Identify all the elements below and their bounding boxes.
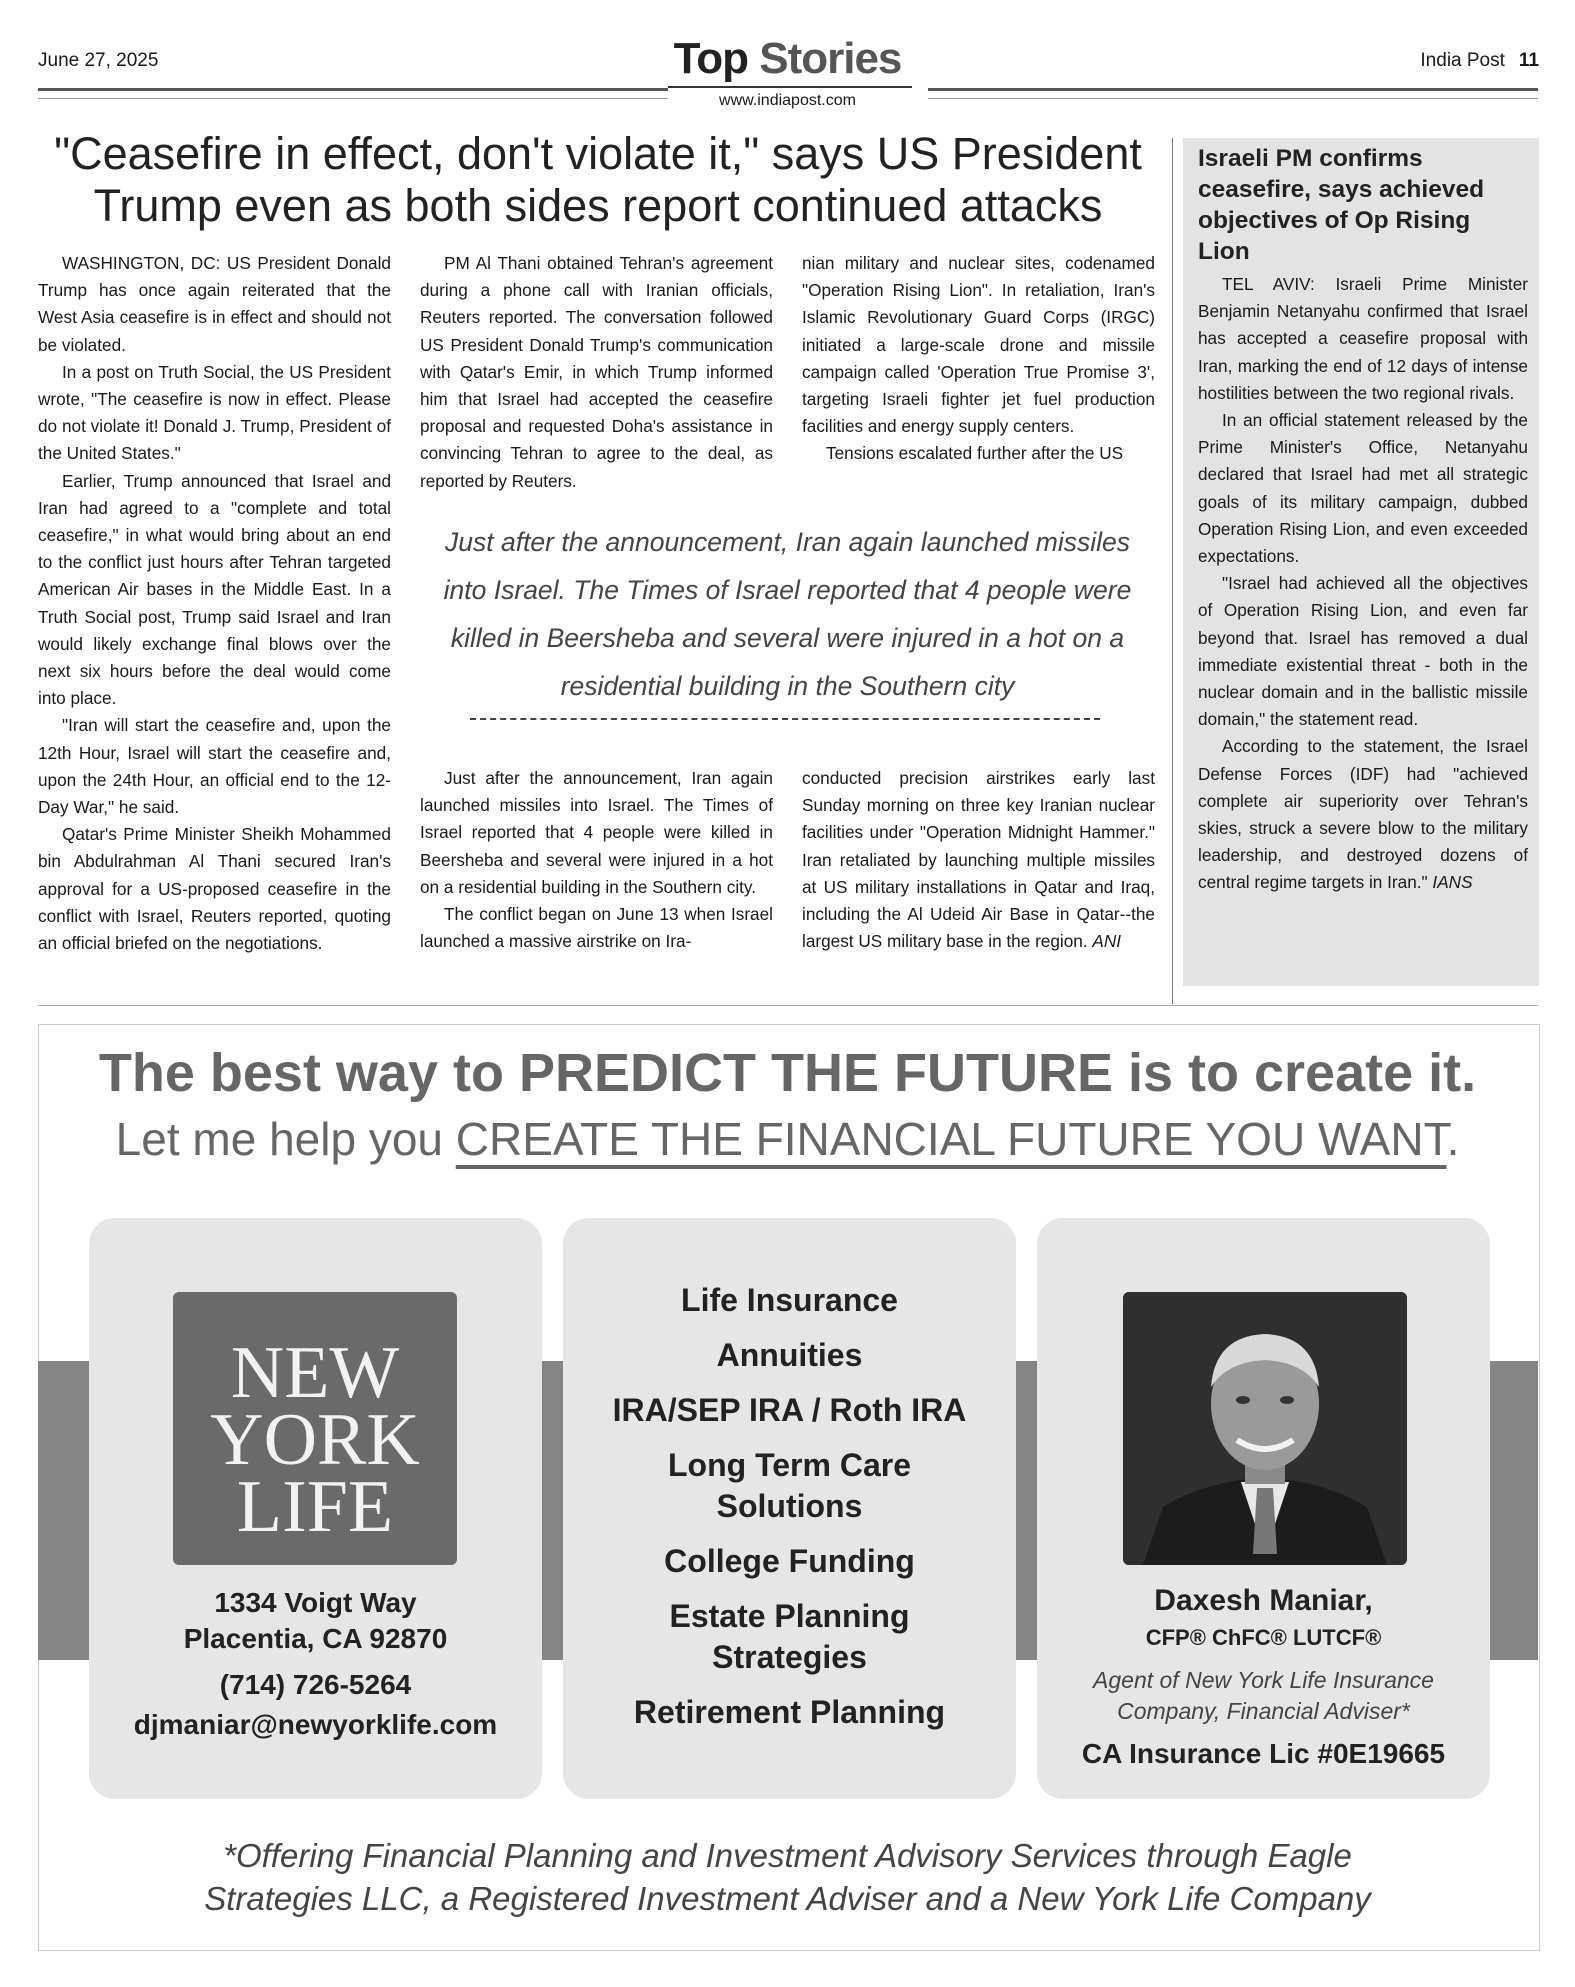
article-paragraph: Qatar's Prime Minister Sheikh Mohammed bin Abdulrahman Al Thani secured Iran's approval for a US-proposed ceasefire in the conflict with Israel, Reuters reported, quoting an official briefed on the negotiations. <box>38 824 391 954</box>
section-logo-stories: Stories <box>759 34 902 83</box>
section-logo <box>0 34 1575 84</box>
ad-subtagline-emphasis: CREATE THE FINANCIAL FUTURE YOU WANT <box>455 1113 1447 1165</box>
article-column-3-bottom <box>802 765 1155 955</box>
pull-quote-divider <box>470 718 1100 720</box>
sidebar-body <box>1198 271 1528 897</box>
main-headline-line2: Trump even as both sides report continued attacks <box>93 180 1103 231</box>
agent-role <box>1037 1665 1490 1727</box>
service-item: Life Insurance <box>681 1282 898 1318</box>
article-paragraph: The conflict began on June 13 when Israel launched a massive airstrike on Ira- <box>420 904 773 952</box>
service-item: College Funding <box>664 1543 915 1579</box>
disclaimer-line: Strategies LLC, a Registered Investment Adviser and a New York Life Company <box>204 1880 1371 1917</box>
ad-subtagline-suffix: . <box>1446 1113 1460 1165</box>
address-line: 1334 Voigt Way <box>214 1587 417 1618</box>
disclaimer-line: *Offering Financial Planning and Investment Advisory Services through Eagle <box>223 1837 1352 1874</box>
main-headline <box>38 128 1158 232</box>
header-rule-left <box>38 88 668 99</box>
site-url[interactable]: www.indiapost.com <box>719 92 856 109</box>
article-column-2-top <box>420 250 773 495</box>
logo-text-line: YORK <box>210 1399 420 1481</box>
agent-credentials: CFP® ChFC® LUTCF® <box>1145 1625 1382 1650</box>
agent-name: Daxesh Maniar, <box>1154 1584 1373 1617</box>
new-york-life-logo <box>173 1292 457 1565</box>
office-address <box>89 1585 542 1657</box>
section-logo-top: Top <box>673 34 748 83</box>
sidebar-text: According to the statement, the Israel Defense Forces (IDF) had "achieved complete air superiority over Tehran's skies, struck a severe blow to the military leadership, and destroyed dozens of central regime targets in Iran." <box>1198 736 1528 893</box>
new-york-life-logo-graphic <box>173 1292 457 1565</box>
ad-subtagline <box>0 1112 1575 1166</box>
article-paragraph: WASHINGTON, DC: US President Donald Trump has once again reiterated that the West Asia ceasefire is in effect and should not be violated. <box>38 253 391 355</box>
article-paragraph: Tensions escalated further after the US <box>826 443 1124 464</box>
service-item: Retirement Planning <box>633 1694 946 1730</box>
article-column-1 <box>38 250 391 957</box>
article-paragraph: In a post on Truth Social, the US President wrote, "The ceasefire is now in effect. Please do not violate it! Donald J. Trump, President of the United States." <box>38 361 391 464</box>
sidebar-credit: IANS <box>1432 872 1473 893</box>
service-item: IRA/SEP IRA / Roth IRA <box>612 1392 967 1428</box>
insurance-license: CA Insurance Lic #0E19665 <box>1081 1738 1446 1769</box>
publication-name: India Post <box>1420 50 1505 71</box>
ad-disclaimer <box>100 1834 1475 1920</box>
section-divider <box>38 1005 1538 1006</box>
issue-date: June 27, 2025 <box>38 50 159 71</box>
sidebar-paragraph: TEL AVIV: Israeli Prime Minister Benjamin Netanyahu confirmed that Israel has accepted a ceasefire proposal with Iran, marking the end of 12 days of intense hostilities between the two regional rivals. <box>1198 274 1528 403</box>
service-item: Annuities <box>716 1337 863 1373</box>
sidebar-paragraph <box>1198 733 1528 896</box>
article-paragraph: PM Al Thani obtained Tehran's agreement during a phone call with Iranian officials, Reuters reported. The conversation followed US President Donald Trump's communication with Qatar's Emir, in which Trump informed him that Israel had accepted the ceasefire proposal and requested Doha's assistance in convincing Tehran to agree to the deal, as reported by Reuters. <box>420 253 773 491</box>
services-list <box>563 1280 1016 1747</box>
sidebar-paragraph: In an official statement released by the Prime Minister's Office, Netanyahu declared that Israel had met all strategic goals of its military campaign, dubbed Operation Rising Lion, and even exceeded expectations. <box>1198 410 1528 567</box>
main-headline-line1: "Ceasefire in effect, don't violate it," says US President <box>54 128 1142 179</box>
agent-role-line: Agent of New York Life Insurance <box>1093 1667 1434 1693</box>
logo-text-line: LIFE <box>236 1466 394 1548</box>
article-paragraph <box>802 765 1155 955</box>
email-address[interactable]: djmaniar@newyorklife.com <box>133 1709 498 1740</box>
article-paragraph: nian military and nuclear sites, codenamed "Operation Rising Lion". In retaliation, Iran's Islamic Revolutionary Guard Corps (IRGC) initiated a large-scale drone and missile campaign called 'Operation True Promise 3', targeting Israeli fighter jet fuel production facilities and energy supply centers. <box>802 253 1155 437</box>
ad-subtagline-prefix: Let me help you <box>115 1113 456 1165</box>
article-column-2-bottom <box>420 765 773 955</box>
phone-number[interactable]: (714) 726-5264 <box>219 1669 412 1700</box>
service-item: Long Term Care Solutions <box>668 1447 911 1524</box>
pull-quote: Just after the announcement, Iran again launched missiles into Israel. The Times of Israel reported that 4 people were killed in Beersheba and several were injured in a hot on a residential building in the Southern city <box>443 527 1132 701</box>
agent-role-line: Company, Financial Adviser* <box>1117 1698 1410 1724</box>
header-rule-right <box>928 88 1538 99</box>
article-paragraph: "Iran will start the ceasefire and, upon the 12th Hour, Israel will start the ceasefire and, upon the 24th Hour, an official end to the 12-Day War," he said. <box>38 715 391 818</box>
publication-info <box>1420 50 1539 72</box>
article-text: conducted precision airstrikes early last Sunday morning on three key Iranian nuclear facilities under "Operation Midnight Hammer." Iran retaliated by launching multiple missiles at US military installations in Qatar and Iraq, including the Al Udeid Air Base in Qatar--the largest US military base in the region. <box>802 768 1155 952</box>
address-line: Placentia, CA 92870 <box>183 1623 448 1654</box>
page-number: 11 <box>1518 50 1539 71</box>
logo-text-line: NEW <box>230 1332 400 1414</box>
sidebar-headline: Israeli PM confirms ceasefire, says achieved objectives of Op Rising Lion <box>1198 145 1485 265</box>
ad-tagline: The best way to PREDICT THE FUTURE is to create it. <box>98 1043 1477 1103</box>
agent-photo <box>1123 1292 1407 1565</box>
agent-photo-graphic <box>1123 1292 1407 1565</box>
article-column-3-top <box>802 250 1155 468</box>
service-item: Estate Planning Strategies <box>669 1598 910 1675</box>
article-paragraph: Earlier, Trump announced that Israel and Iran had agreed to a "complete and total ceasefire," in what would bring about an end to the conflict just hours after Tehran targeted American Air bases in the Middle East. In a Truth Social post, Trump said Israel and Iran would likely exchange final blows over the next six hours before the deal would come into place. <box>38 470 391 709</box>
article-credit: ANI <box>1092 931 1122 952</box>
logo-underline <box>668 86 912 88</box>
sidebar-paragraph: "Israel had achieved all the objectives of Operation Rising Lion, and even far beyond that. Israel has removed a dual immediate existential threat - both in the nuclear domain and in the ballistic missile domain," the statement read. <box>1198 573 1528 730</box>
article-paragraph: Just after the announcement, Iran again launched missiles into Israel. The Times of Israel reported that 4 people were killed in Beersheba and several were injured in a hot on a residential building in the Southern city. <box>420 768 773 897</box>
column-divider <box>1172 138 1173 1004</box>
